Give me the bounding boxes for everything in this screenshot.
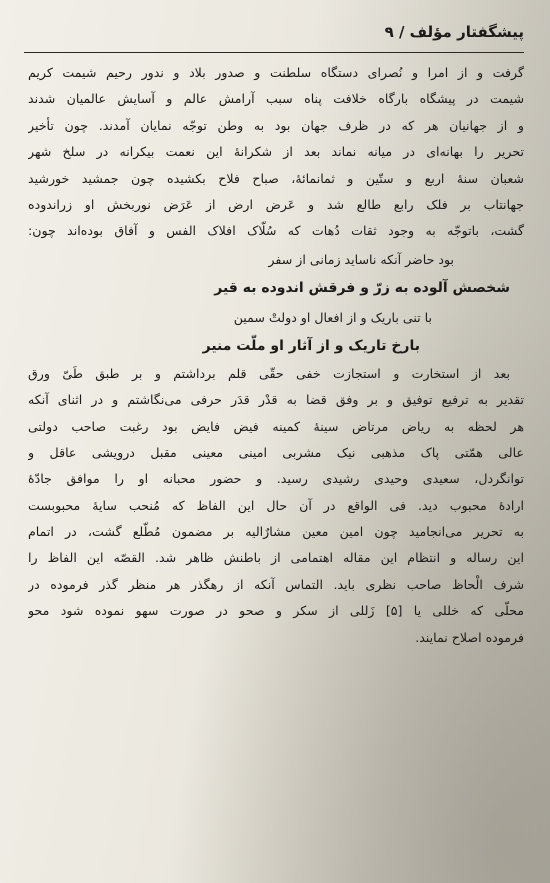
text-line: محلّی که خللی یا [۵] زَللی از سکر و صحو در صورت سهو نموده شود محو [28, 603, 524, 619]
text-line: شرف الْحاظ صاحب نظری باید. التماس آنکه از رهگذر هر منظر گذر فرموده در [28, 576, 524, 592]
text-line: توانگردل، سعیدی وحیدی رشیدی رسید. و حضور محبانه او را موافق جادّهٔ [28, 471, 524, 487]
text-line: هر لحظه به ریاض مرتاض سینهٔ کمینه فیض فایض بود رغبت صاحب دولتی [28, 418, 524, 434]
text-line: عالی همّتی پاک مذهبی نیک مشربی امینی معینی مقبل درویشی عاقل و [28, 444, 524, 460]
header-title: پیشگفتار مؤلف / ۹ [384, 23, 524, 41]
text-line: تحریر را بهانه‌ای در میانه نماند بعد از شکرانهٔ این نعمت بیکرانه در سلخ شهر [28, 144, 524, 160]
text-line: شیمت در پیشگاه بارگاه خلافت پناه سبب آرامش عالم و آسایش عالمیان شدند [28, 91, 524, 107]
text-line: گرفت و از امرا و نُصرای دستگاه سلطنت و صدور بلاد و ندور رحیم شیمت کریم [28, 65, 524, 80]
text-line: و از جهانیان هر که در ظرف جهان بود به وطن توجّه نمایان آمدند. چون تأخیر [28, 117, 524, 133]
text-line: گشت، باتوجّه به وجود ثقات دُهات که سُلّاک افلاک الفس و آفاق بوده‌اند چون: [28, 223, 524, 239]
text-line: ارادهٔ محبوب دید. فی الواقع در آن حال این الفاظ که مُنحب سایهٔ محبوبست [28, 497, 524, 513]
text-line: به تحریر می‌انجامید چون امین معین مشارٌالیه بر مضمون مُطّلع گشت، در اتمام [28, 524, 524, 540]
text-line: فرموده اصلاح نمایند. [415, 629, 524, 645]
text-line: بعد از استخارت و استجازت خفی حقّی قلم برداشتم و بر طبق طَیّ ورق [28, 365, 510, 381]
header-rule [24, 52, 524, 53]
paragraph-1 [28, 60, 524, 245]
text-line: این رساله و انتظام این مقاله اهتمامی از باطنش ظاهر شد. القصّه این الفاظ را [28, 550, 524, 566]
page-header [24, 18, 524, 46]
text-line: جهانتاب بر فلک رابع طالع شد و عَرض ارض از عَرَض نوربخش او زراندوده [28, 196, 524, 212]
verse-line: بارخ تاریک و از آثار او ملّت منیر [202, 337, 420, 354]
verse-block [28, 245, 524, 361]
text-line: شعبان سنهٔ اربع و ستّین و ثمانمائهٔ، صباح فلاح بکشیده چون جمشید خورشید [28, 170, 524, 186]
text-line: تقدیر به ترفیع توفیق و بر وفق قضا به قدْر قدَر حرفی می‌نگاشتم و در اثنای آنکه [28, 392, 524, 408]
body-text [28, 60, 524, 651]
verse-line: شخصش آلوده به زرّ و فرقش اندوده به قیر [214, 279, 510, 296]
paragraph-2 [28, 361, 524, 651]
verse-line: بود حاضر آنکه ناساید زمانی از سفر [268, 251, 454, 267]
verse-line: با تنی باریک و از افعال او دولتْ سمین [233, 309, 432, 325]
